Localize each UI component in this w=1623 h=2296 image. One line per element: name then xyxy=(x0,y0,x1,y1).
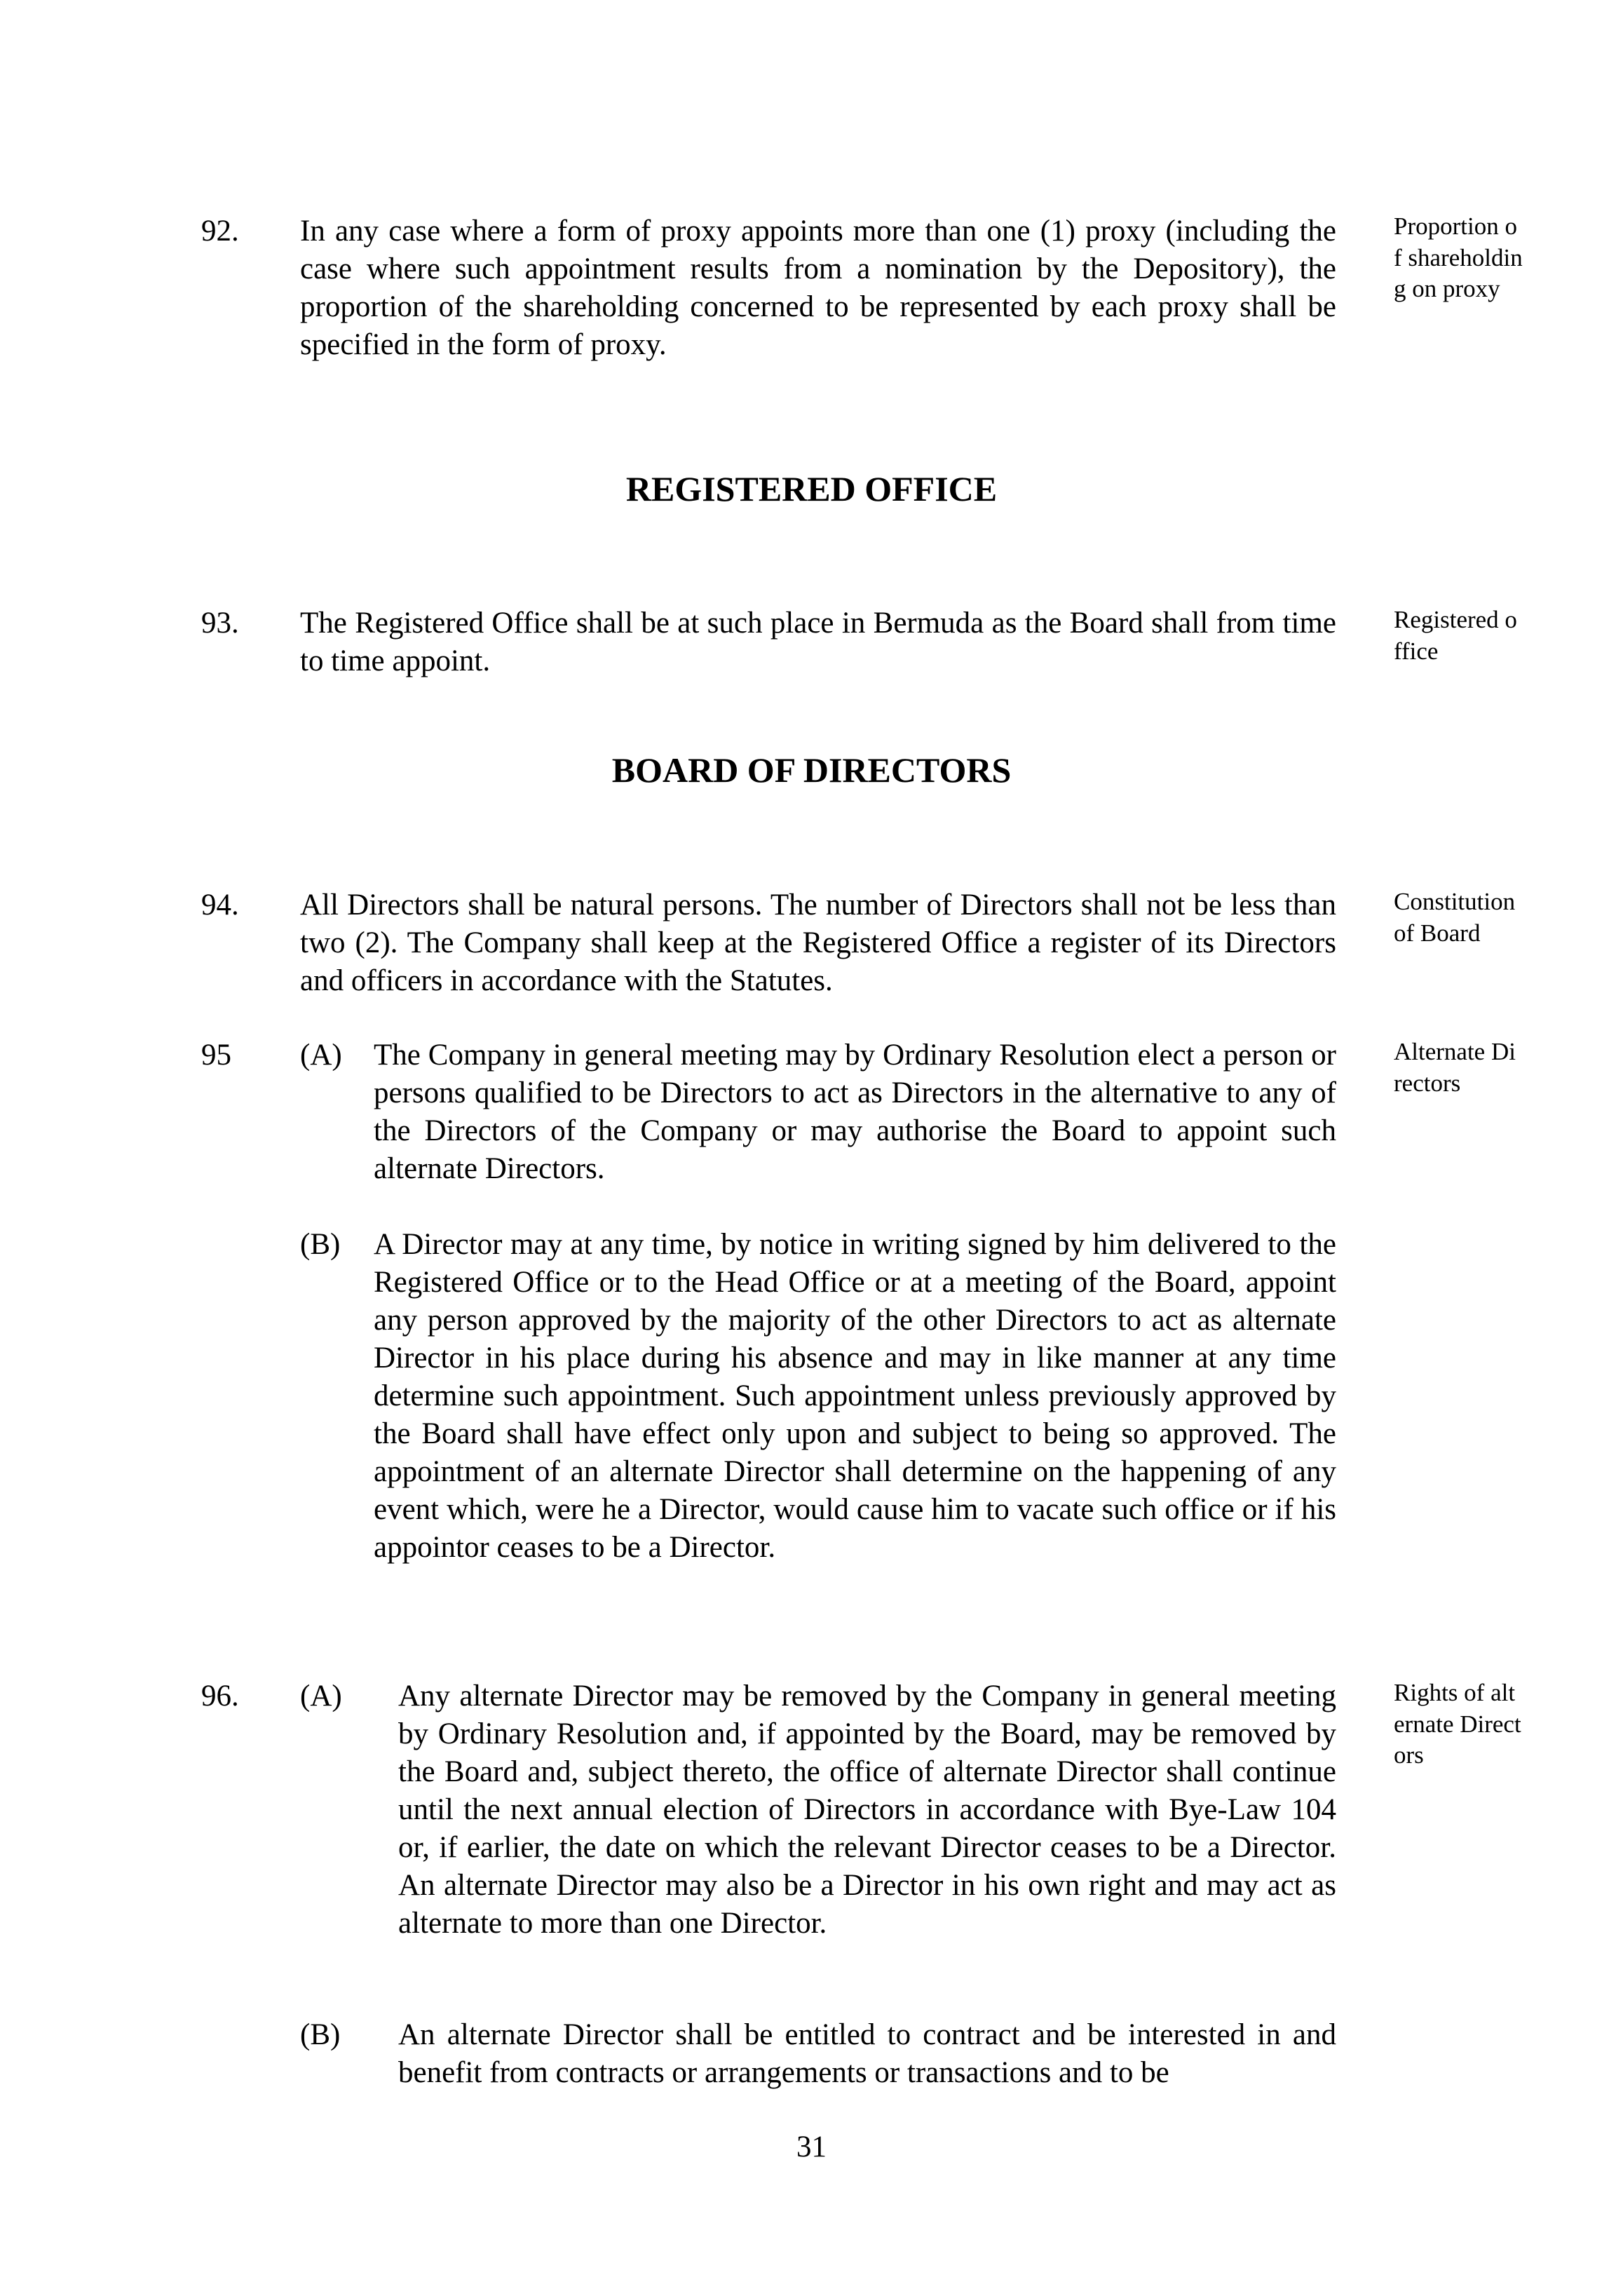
clause-96-b-label: (B) xyxy=(300,2018,341,2051)
clause-96-margin-note: Rights of alternate Directors xyxy=(1394,1679,1521,1769)
clause-95-number: 95 xyxy=(201,1039,231,1072)
clause-94-number: 94. xyxy=(201,889,239,921)
clause-94-margin-note: Constitution of Board xyxy=(1394,888,1516,947)
clause-95-a-text: The Company in general meeting may by Ordinary Resolution elect a person or persons qualified to be Directors to act as Directors in the alternative to any of the Directors of the Company or may authorise the Board to appoint such alternate Directors. xyxy=(374,1039,1336,1185)
clause-92-margin-note: Proportion of shareholding on proxy xyxy=(1394,212,1523,302)
clause-96-b-text: An alternate Director shall be entitled to contract and be interested in and benefit from contracts or arrangements or transactions and to be xyxy=(398,2018,1336,2089)
clause-92-text: In any case where a form of proxy appoints more than one (1) proxy (including the case where such appointment results from a nomination by the Depository), the proportion of the shareholding concerned to be represented by each proxy shall be specified in the form of proxy. xyxy=(300,215,1336,361)
clause-93-text: The Registered Office shall be at such place in Bermuda as the Board shall from time to time appoint. xyxy=(300,607,1336,677)
clause-95-a-label: (A) xyxy=(300,1039,342,1072)
clause-92-number: 92. xyxy=(201,215,239,248)
clause-95-b-label: (B) xyxy=(300,1228,341,1261)
clause-93-number: 93. xyxy=(201,607,239,640)
clause-93-margin-note: Registered office xyxy=(1394,606,1517,665)
clause-95-margin-note: Alternate Directors xyxy=(1394,1038,1516,1097)
section-heading-registered-office: REGISTERED OFFICE xyxy=(625,469,998,508)
clause-94-text: All Directors shall be natural persons. The number of Directors shall not be less than two (2). The Company shall keep at the Registered Office a register of its Directors and officers in accordance with the Statutes. xyxy=(300,889,1336,997)
clause-96-a-text: Any alternate Director may be removed by the Company in general meeting by Ordinary Resolution and, if appointed by the Board, may be removed by the Board and, subject thereto, the office of alternate Director shall continue until the next annual election of Directors in accordance with Bye-Law 104 or, if earlier, the date on which the relevant Director ceases to be a Director. An alternate Director may also be a Director in his own right and may act as alternate to more than one Director. xyxy=(398,1680,1336,1940)
clause-96-a-label: (A) xyxy=(300,1680,342,1713)
clause-95-b-text: A Director may at any time, by notice in writing signed by him delivered to the Registered Office or to the Head Office or at a meeting of the Board, appoint any person approved by the majority of the other Directors to act as alternate Director in his place during his absence and may in like manner at any time determine such appointment. Such appointment unless previously approved by the Board shall have effect only upon and subject to being so approved. The appointment of an alternate Director shall determine on the happening of any event which, were he a Director, would cause him to vacate such office or if his appointor ceases to be a Director. xyxy=(374,1228,1336,1564)
section-heading-board-of-directors: BOARD OF DIRECTORS xyxy=(611,750,1012,790)
page-number: 31 xyxy=(796,2130,827,2163)
clause-96-number: 96. xyxy=(201,1680,239,1713)
